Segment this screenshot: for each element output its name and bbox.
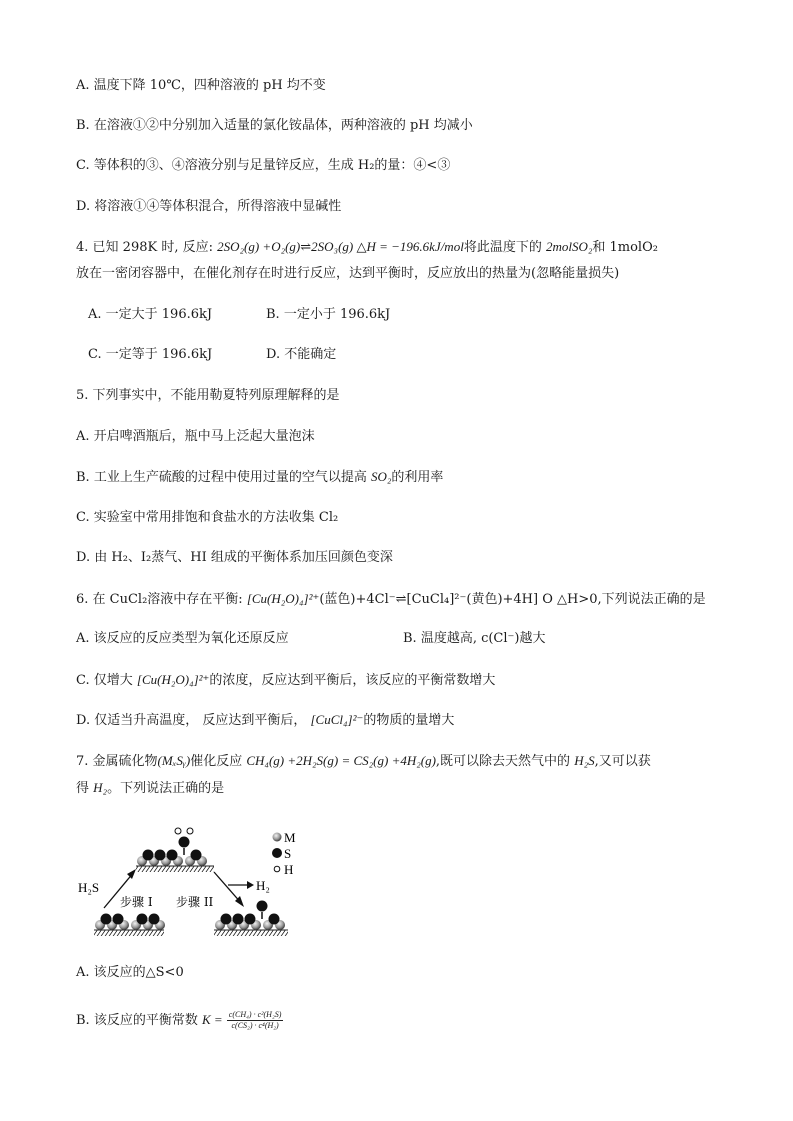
q6-option-c-text-b: 的浓度，反应达到平衡后，该反应的平衡常数增大 — [209, 673, 496, 688]
label-step2: 步骤 II — [176, 895, 214, 909]
q4-stem-so2-amount: 2molSO₂ — [545, 239, 593, 254]
legend-h: H — [284, 862, 294, 877]
q5-option-b-text-b: 的利用率 — [391, 470, 444, 485]
q7-stem-equation: CH₄(g) +2H₂S(g) = CS₂(g) +4H₂(g) — [246, 753, 436, 768]
q4-option-a: A. 一定大于 196.6kJ — [88, 307, 213, 322]
q4-stem-text-d: 和 1molO₂ — [592, 240, 658, 255]
q5-option-b-text-a: B. 工业上生产硫酸的过程中使用过量的空气以提高 — [76, 470, 371, 485]
fraction-numerator: c(CH₄) · c²(H₂S) — [228, 1010, 282, 1019]
q5-option-a: A. 开启啤酒瓶后，瓶中马上泛起大量泡沫 — [76, 429, 315, 444]
q7-stem-text-c: ,既可以除去天然气中的 — [435, 754, 575, 769]
q7-stem-line2 — [76, 779, 224, 798]
q5-option-b-so2: SO₂ — [370, 469, 392, 484]
label-step1: 步骤 I — [120, 895, 153, 909]
q3-option-a: A. 温度下降 10℃，四种溶液的 pH 均不变 — [76, 78, 326, 93]
q6-option-d-text-a: D. 仅适当升高温度， 反应达到平衡后， — [76, 713, 311, 728]
q7-stem2-text-a: 得 — [76, 781, 94, 796]
q6-option-a: A. 该反应的反应类型为氧化还原反应 — [76, 631, 289, 646]
fraction-denominator: c(CS₂) · c⁴(H₂) — [231, 1021, 279, 1030]
q5-option-d: D. 由 H₂、I₂蒸气、HI 组成的平衡体系加压回颜色变深 — [76, 550, 393, 565]
q7-stem-text-a: 7. 金属硫化物 — [76, 754, 158, 769]
q7-option-b-text: B. 该反应的平衡常数 — [76, 1013, 202, 1028]
q6-option-b: B. 温度越高, c(Cl⁻)越大 — [403, 631, 546, 646]
legend-s: S — [284, 846, 292, 861]
q7-option-b — [76, 1010, 283, 1031]
legend-m: M — [284, 830, 296, 845]
q7-stem-text-b: 催化反应 — [190, 754, 247, 769]
q6-option-c-text-a: C. 仅增大 — [76, 673, 137, 688]
q4-stem-line2: 放在一密闭容器中，在催化剂存在时进行反应，达到平衡时，反应放出的热量为(忽略能量损失) — [76, 266, 620, 281]
q4-option-c: C. 一定等于 196.6kJ — [88, 347, 213, 362]
q3-option-b: B. 在溶液①②中分别加入适量的氯化铵晶体，两种溶液的 pH 均减小 — [76, 118, 473, 133]
q7-stem2-text-b: 。下列说法正确的是 — [107, 781, 225, 796]
q6-stem-text-a: 6. 在 CuCl₂溶液中存在平衡: — [76, 592, 247, 607]
q5-stem: 5. 下列事实中，不能用勒夏特列原理解释的是 — [76, 388, 340, 403]
equilibrium-constant-fraction — [227, 1010, 284, 1031]
catalyst-surface-left — [94, 914, 165, 937]
intermediate-surface — [136, 828, 214, 872]
q6-option-d-complex: [CuCl₄]²⁻ — [310, 712, 364, 727]
q7-stem-line1 — [76, 752, 651, 771]
q7-stem-catalyst: (MₓSᵧ) — [157, 753, 191, 768]
q5-option-c: C. 实验室中常用排饱和食盐水的方法收集 Cl₂ — [76, 510, 339, 525]
q4-option-d: D. 不能确定 — [266, 347, 337, 362]
q7-stem-h2s: H₂S — [574, 753, 595, 768]
q3-option-c: C. 等体积的③、④溶液分别与足量锌反应，生成 H₂的量：④<③ — [76, 158, 451, 173]
catalyst-surface-right — [214, 901, 288, 937]
q4-stem-text-b: 将此温度下的 — [463, 240, 546, 255]
q7-option-b-k: K = — [201, 1012, 223, 1027]
q6-stem — [76, 590, 706, 609]
q6-option-c — [76, 671, 495, 690]
q4-option-b: B. 一定小于 196.6kJ — [266, 307, 391, 322]
catalysis-mechanism-diagram — [76, 822, 306, 942]
q7-option-a: A. 该反应的△S<0 — [76, 965, 184, 980]
q6-option-c-complex: [Cu(H₂O)₄]²⁺ — [136, 672, 210, 687]
q6-option-d-text-b: 的物质的量增大 — [363, 713, 455, 728]
q4-stem-equation: 2SO₂(g) +O₂(g)⇌2SO₃(g) △H = −196.6kJ/mol — [217, 239, 464, 254]
diagram-legend — [272, 830, 296, 877]
label-h2s: H₂S — [78, 880, 100, 895]
q6-option-d — [76, 711, 454, 730]
q4-stem-line1 — [76, 238, 658, 257]
q7-stem-text-d: ,又可以获 — [594, 754, 651, 769]
q3-option-d: D. 将溶液①④等体积混合，所得溶液中显碱性 — [76, 199, 342, 214]
q5-option-b — [76, 468, 443, 487]
label-h2: H₂ — [256, 878, 270, 893]
q6-stem-complex: [Cu(H₂O)₄]²⁺ — [246, 591, 320, 606]
q4-stem-text-a: 4. 已知 298K 时, 反应: — [76, 240, 218, 255]
q6-stem-text-b: (蓝色)+4Cl⁻⇌[CuCl₄]²⁻(黄色)+4H] O △H>0,下列说法正确的是 — [319, 592, 706, 607]
q7-stem2-h2: H₂ — [93, 780, 108, 795]
